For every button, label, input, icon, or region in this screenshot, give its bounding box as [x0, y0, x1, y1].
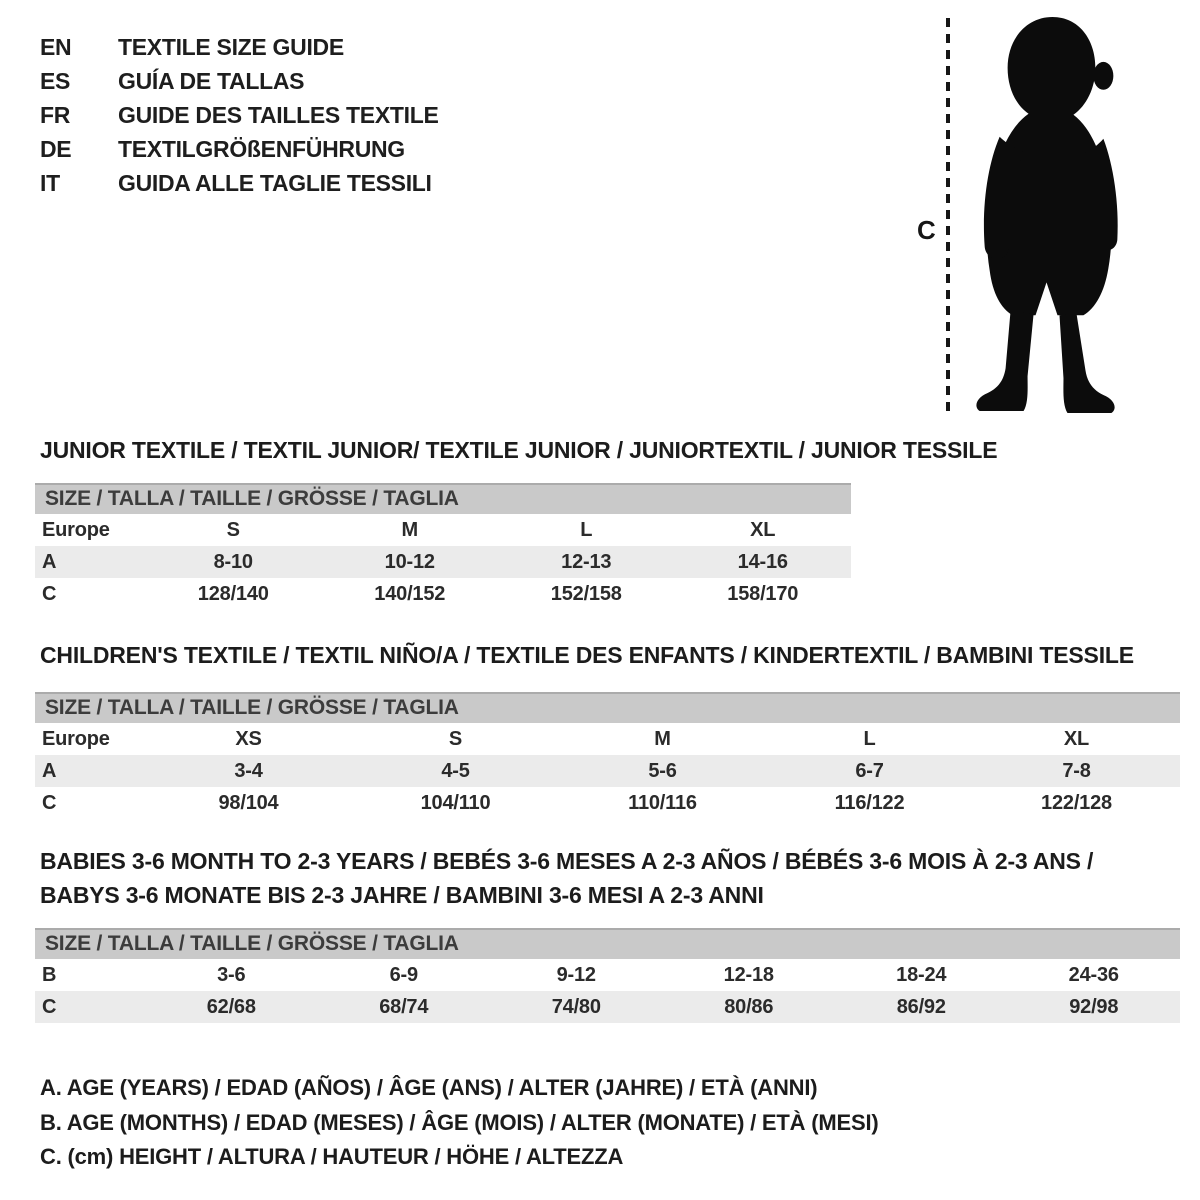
- table-cell: 98/104: [218, 791, 279, 814]
- column-header: L: [863, 727, 876, 750]
- table-cell: 128/140: [197, 582, 269, 605]
- language-title: TEXTILGRÖßENFÜHRUNG: [118, 136, 405, 162]
- table-cell: 116/122: [834, 791, 905, 814]
- legend-line-b: B. AGE (MONTHS) / EDAD (MESES) / ÂGE (MOIS) / ALTER (MONATE) / ETÀ (MESI): [40, 1109, 879, 1135]
- language-row-en: [40, 34, 439, 68]
- language-row-de: [40, 136, 439, 170]
- row-label: A: [42, 550, 57, 573]
- table-cell: 74/80: [551, 995, 601, 1018]
- babies-size-table: [35, 959, 1180, 1023]
- language-code: DE: [40, 136, 72, 162]
- table-cell: 24-36: [1068, 963, 1119, 986]
- legend-line-c: C. (cm) HEIGHT / ALTURA / HAUTEUR / HÖHE / ALTEZZA: [40, 1144, 624, 1169]
- table-cell: 4-5: [441, 759, 470, 782]
- column-header: XL: [750, 518, 776, 541]
- table-row-months: [35, 959, 1180, 991]
- table-cell: 104/110: [420, 791, 491, 814]
- table-cell: 8-10: [213, 550, 253, 573]
- section-title-babies-line2: BABYS 3-6 MONATE BIS 2-3 JAHRE / BAMBINI 3-6 MESI A 2-3 ANNI: [40, 882, 764, 908]
- table-header-row: [35, 723, 1180, 755]
- column-header: XS: [235, 727, 262, 750]
- column-header: Europe: [42, 727, 110, 750]
- table-cell: 62/68: [206, 995, 256, 1018]
- language-title: TEXTILE SIZE GUIDE: [118, 34, 344, 60]
- language-title: GUIDE DES TAILLES TEXTILE: [118, 102, 439, 128]
- size-header-bar: SIZE / TALLA / TAILLE / GRÖSSE / TAGLIA: [35, 692, 1180, 723]
- size-header-bar: SIZE / TALLA / TAILLE / GRÖSSE / TAGLIA: [35, 928, 1180, 959]
- language-title: GUIDA ALLE TAGLIE TESSILI: [118, 170, 432, 196]
- table-cell: 110/116: [628, 791, 697, 814]
- language-row-es: [40, 68, 439, 102]
- column-header: XL: [1063, 727, 1090, 750]
- table-cell: 6-9: [389, 963, 418, 986]
- section-title-babies-line1: BABIES 3-6 MONTH TO 2-3 YEARS / BEBÉS 3-6 MESES A 2-3 AÑOS / BÉBÉS 3-6 MOIS À 2-3 ANS /: [40, 848, 1094, 874]
- section-title-children: CHILDREN'S TEXTILE / TEXTIL NIÑO/A / TEXTILE DES ENFANTS / KINDERTEXTIL / BAMBINI TESSILE: [40, 642, 1134, 668]
- row-label: A: [42, 759, 57, 782]
- language-title: GUÍA DE TALLAS: [118, 68, 305, 94]
- table-cell: 12-18: [723, 963, 774, 986]
- table-cell: 158/170: [727, 582, 799, 605]
- table-cell: 86/92: [896, 995, 946, 1018]
- table-cell: 5-6: [648, 759, 677, 782]
- column-header: S: [226, 518, 240, 541]
- table-cell: 68/74: [379, 995, 429, 1018]
- table-cell: 12-13: [561, 550, 612, 573]
- table-row-height: [35, 578, 851, 610]
- row-label: C: [42, 791, 57, 814]
- column-header: S: [448, 727, 463, 750]
- table-cell: 6-7: [855, 759, 884, 782]
- table-cell: 3-4: [234, 759, 263, 782]
- children-size-table: [35, 723, 1180, 819]
- language-title-list: [40, 34, 439, 204]
- language-code: EN: [40, 34, 72, 60]
- table-row-height: [35, 991, 1180, 1023]
- height-dashed-line: [946, 18, 950, 412]
- language-row-it: [40, 170, 439, 204]
- table-cell: 92/98: [1069, 995, 1119, 1018]
- height-figure: [895, 10, 1150, 422]
- column-header: L: [580, 518, 593, 541]
- table-cell: 140/152: [374, 582, 446, 605]
- table-cell: 152/158: [550, 582, 622, 605]
- column-header: M: [401, 518, 418, 541]
- height-measure-label: C: [917, 215, 936, 245]
- table-row-age: [35, 755, 1180, 787]
- table-row-age: [35, 546, 851, 578]
- baby-silhouette-icon: [965, 13, 1143, 417]
- language-row-fr: [40, 102, 439, 136]
- table-cell: 10-12: [384, 550, 435, 573]
- table-cell: 3-6: [217, 963, 246, 986]
- table-cell: 14-16: [737, 550, 788, 573]
- table-cell: 9-12: [556, 963, 596, 986]
- table-row-height: [35, 787, 1180, 819]
- table-header-row: [35, 514, 851, 546]
- column-header: Europe: [42, 518, 110, 541]
- table-cell: 7-8: [1062, 759, 1091, 782]
- column-header: M: [654, 727, 671, 750]
- table-cell: 122/128: [1041, 791, 1112, 814]
- table-cell: 18-24: [896, 963, 947, 986]
- language-code: ES: [40, 68, 71, 94]
- row-label: C: [42, 995, 57, 1018]
- size-header-bar: SIZE / TALLA / TAILLE / GRÖSSE / TAGLIA: [35, 483, 851, 514]
- language-code: IT: [40, 170, 60, 196]
- junior-size-table: [35, 514, 851, 610]
- section-title-junior: JUNIOR TEXTILE / TEXTIL JUNIOR/ TEXTILE JUNIOR / JUNIORTEXTIL / JUNIOR TESSILE: [40, 437, 998, 463]
- row-label: B: [42, 963, 57, 986]
- measure-legend: [40, 1071, 878, 1175]
- row-label: C: [42, 582, 57, 605]
- legend-line-a: A. AGE (YEARS) / EDAD (AÑOS) / ÂGE (ANS) / ALTER (JAHRE) / ETÀ (ANNI): [40, 1075, 818, 1100]
- table-cell: 80/86: [724, 995, 774, 1018]
- language-code: FR: [40, 102, 71, 128]
